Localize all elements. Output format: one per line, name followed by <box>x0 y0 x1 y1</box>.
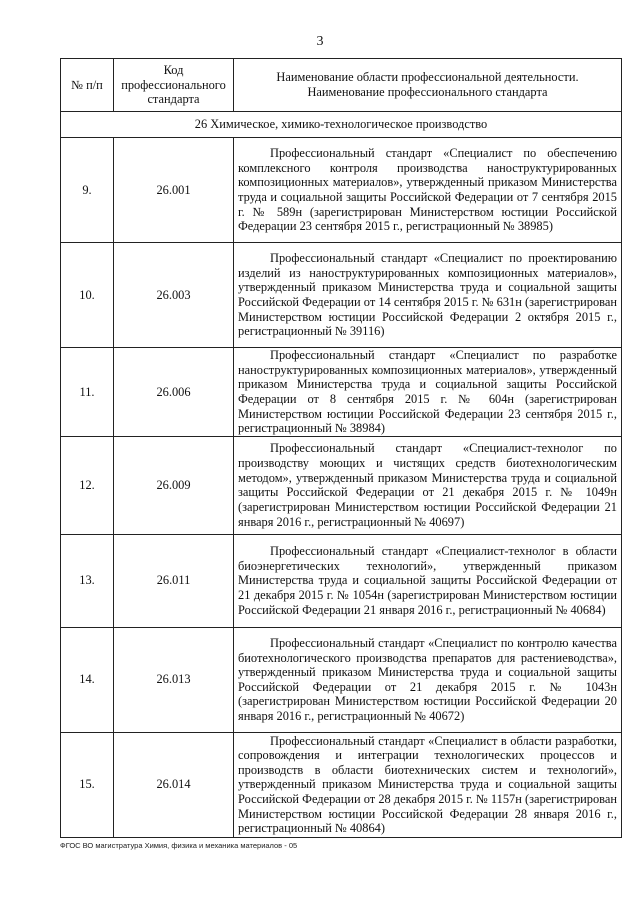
row-description <box>234 138 622 243</box>
row-description-text: Профессиональный стандарт «Специалист по проектированию изделий из наноструктурированных композиционных материалов», утвержденный приказом Министерства труда и социальной защиты Российской Федерации от 14 сентября 2015 г. № 631н (зарегистрирован Министерством юстиции Российской Федерации 2 октября 2015 г., регистрационный № 39116) <box>238 251 617 339</box>
section-title: 26 Химическое, химико-технологическое производство <box>61 112 622 138</box>
row-description <box>234 732 622 837</box>
row-num: 9. <box>61 138 114 243</box>
professional-standards-table <box>60 58 622 838</box>
document-footer: ФГОС ВО магистратура Химия, физика и механика материалов - 05 <box>60 841 298 850</box>
table-row <box>61 732 622 837</box>
row-description <box>234 436 622 534</box>
section-row <box>61 112 622 138</box>
row-description <box>234 348 622 437</box>
row-code: 26.009 <box>114 436 234 534</box>
row-code: 26.011 <box>114 534 234 627</box>
row-num: 11. <box>61 348 114 437</box>
row-num: 13. <box>61 534 114 627</box>
row-num: 10. <box>61 243 114 348</box>
row-description <box>234 627 622 732</box>
header-code: Код профессионального стандарта <box>114 59 234 112</box>
row-num: 12. <box>61 436 114 534</box>
row-num: 14. <box>61 627 114 732</box>
row-code: 26.013 <box>114 627 234 732</box>
row-code: 26.003 <box>114 243 234 348</box>
table-row <box>61 348 622 437</box>
table-row <box>61 436 622 534</box>
row-description <box>234 534 622 627</box>
header-num: № п/п <box>61 59 114 112</box>
row-description-text: Профессиональный стандарт «Специалист в области разработки, сопровождения и интеграции технологических процессов и производств в области биотехнических систем и технологий», утвержденный приказом Министерства труда и социальной защиты Российской Федерации от 28 декабря 2015 г. № 1157н (зарегистрирован Министерством юстиции Российской Федерации 28 января 2016 г., регистрационный № 40864) <box>238 733 617 836</box>
row-code: 26.014 <box>114 732 234 837</box>
row-description-text: Профессиональный стандарт «Специалист по разработке наноструктурированных композиционных материалов», утвержденный приказом Министерства труда и социальной защиты Российской Федерации от 8 сентября 2015 г. № 604н (зарегистрирован Министерством юстиции Российской Федерации 23 сентября 2015 г., регистрационный № 38984) <box>238 348 617 436</box>
table-row <box>61 627 622 732</box>
row-num: 15. <box>61 732 114 837</box>
table-header-row <box>61 59 622 112</box>
header-name: Наименование области профессиональной деятельности. Наименование профессионального стандарта <box>234 59 622 112</box>
table-row <box>61 138 622 243</box>
row-code: 26.001 <box>114 138 234 243</box>
table-row <box>61 243 622 348</box>
page-number: 3 <box>316 34 324 49</box>
row-description-text: Профессиональный стандарт «Специалист по контролю качества биотехнологического производства препаратов для растениеводства», утвержденный приказом Министерства труда и социальной защиты Российской Федерации от 21 декабря 2015 г. № 1043н (зарегистрирован Министерством юстиции Российской Федерации 20 января 2016 г., регистрационный № 40672) <box>238 635 617 723</box>
row-description <box>234 243 622 348</box>
row-description-text: Профессиональный стандарт «Специалист-технолог в области биоэнергетических технологий», утвержденный приказом Министерства труда и социальной защиты Российской Федерации от 21 декабря 2015 г. № 1054н (зарегистрирован Министерством юстиции Российской Федерации 21 января 2016 г., регистрационный № 40684) <box>238 544 617 617</box>
row-code: 26.006 <box>114 348 234 437</box>
row-description-text: Профессиональный стандарт «Специалист по обеспечению комплексного контроля производства наноструктурированных композиционных материалов», утвержденный приказом Министерства труда и социальной защиты Российской Федерации от 7 сентября 2015 г. № 589н (зарегистрирован Министерством юстиции Российской Федерации 23 сентября 2015 г., регистрационный № 38985) <box>238 146 617 234</box>
table-row <box>61 534 622 627</box>
row-description-text: Профессиональный стандарт «Специалист-технолог по производству моющих и чистящих средств биотехнологическим методом», утвержденный приказом Министерства труда и социальной защиты Российской Федерации от 21 декабря 2015 г. № 1049н (зарегистрирован Министерством юстиции Российской Федерации 21 января 2016 г., регистрационный № 40697) <box>238 441 617 529</box>
